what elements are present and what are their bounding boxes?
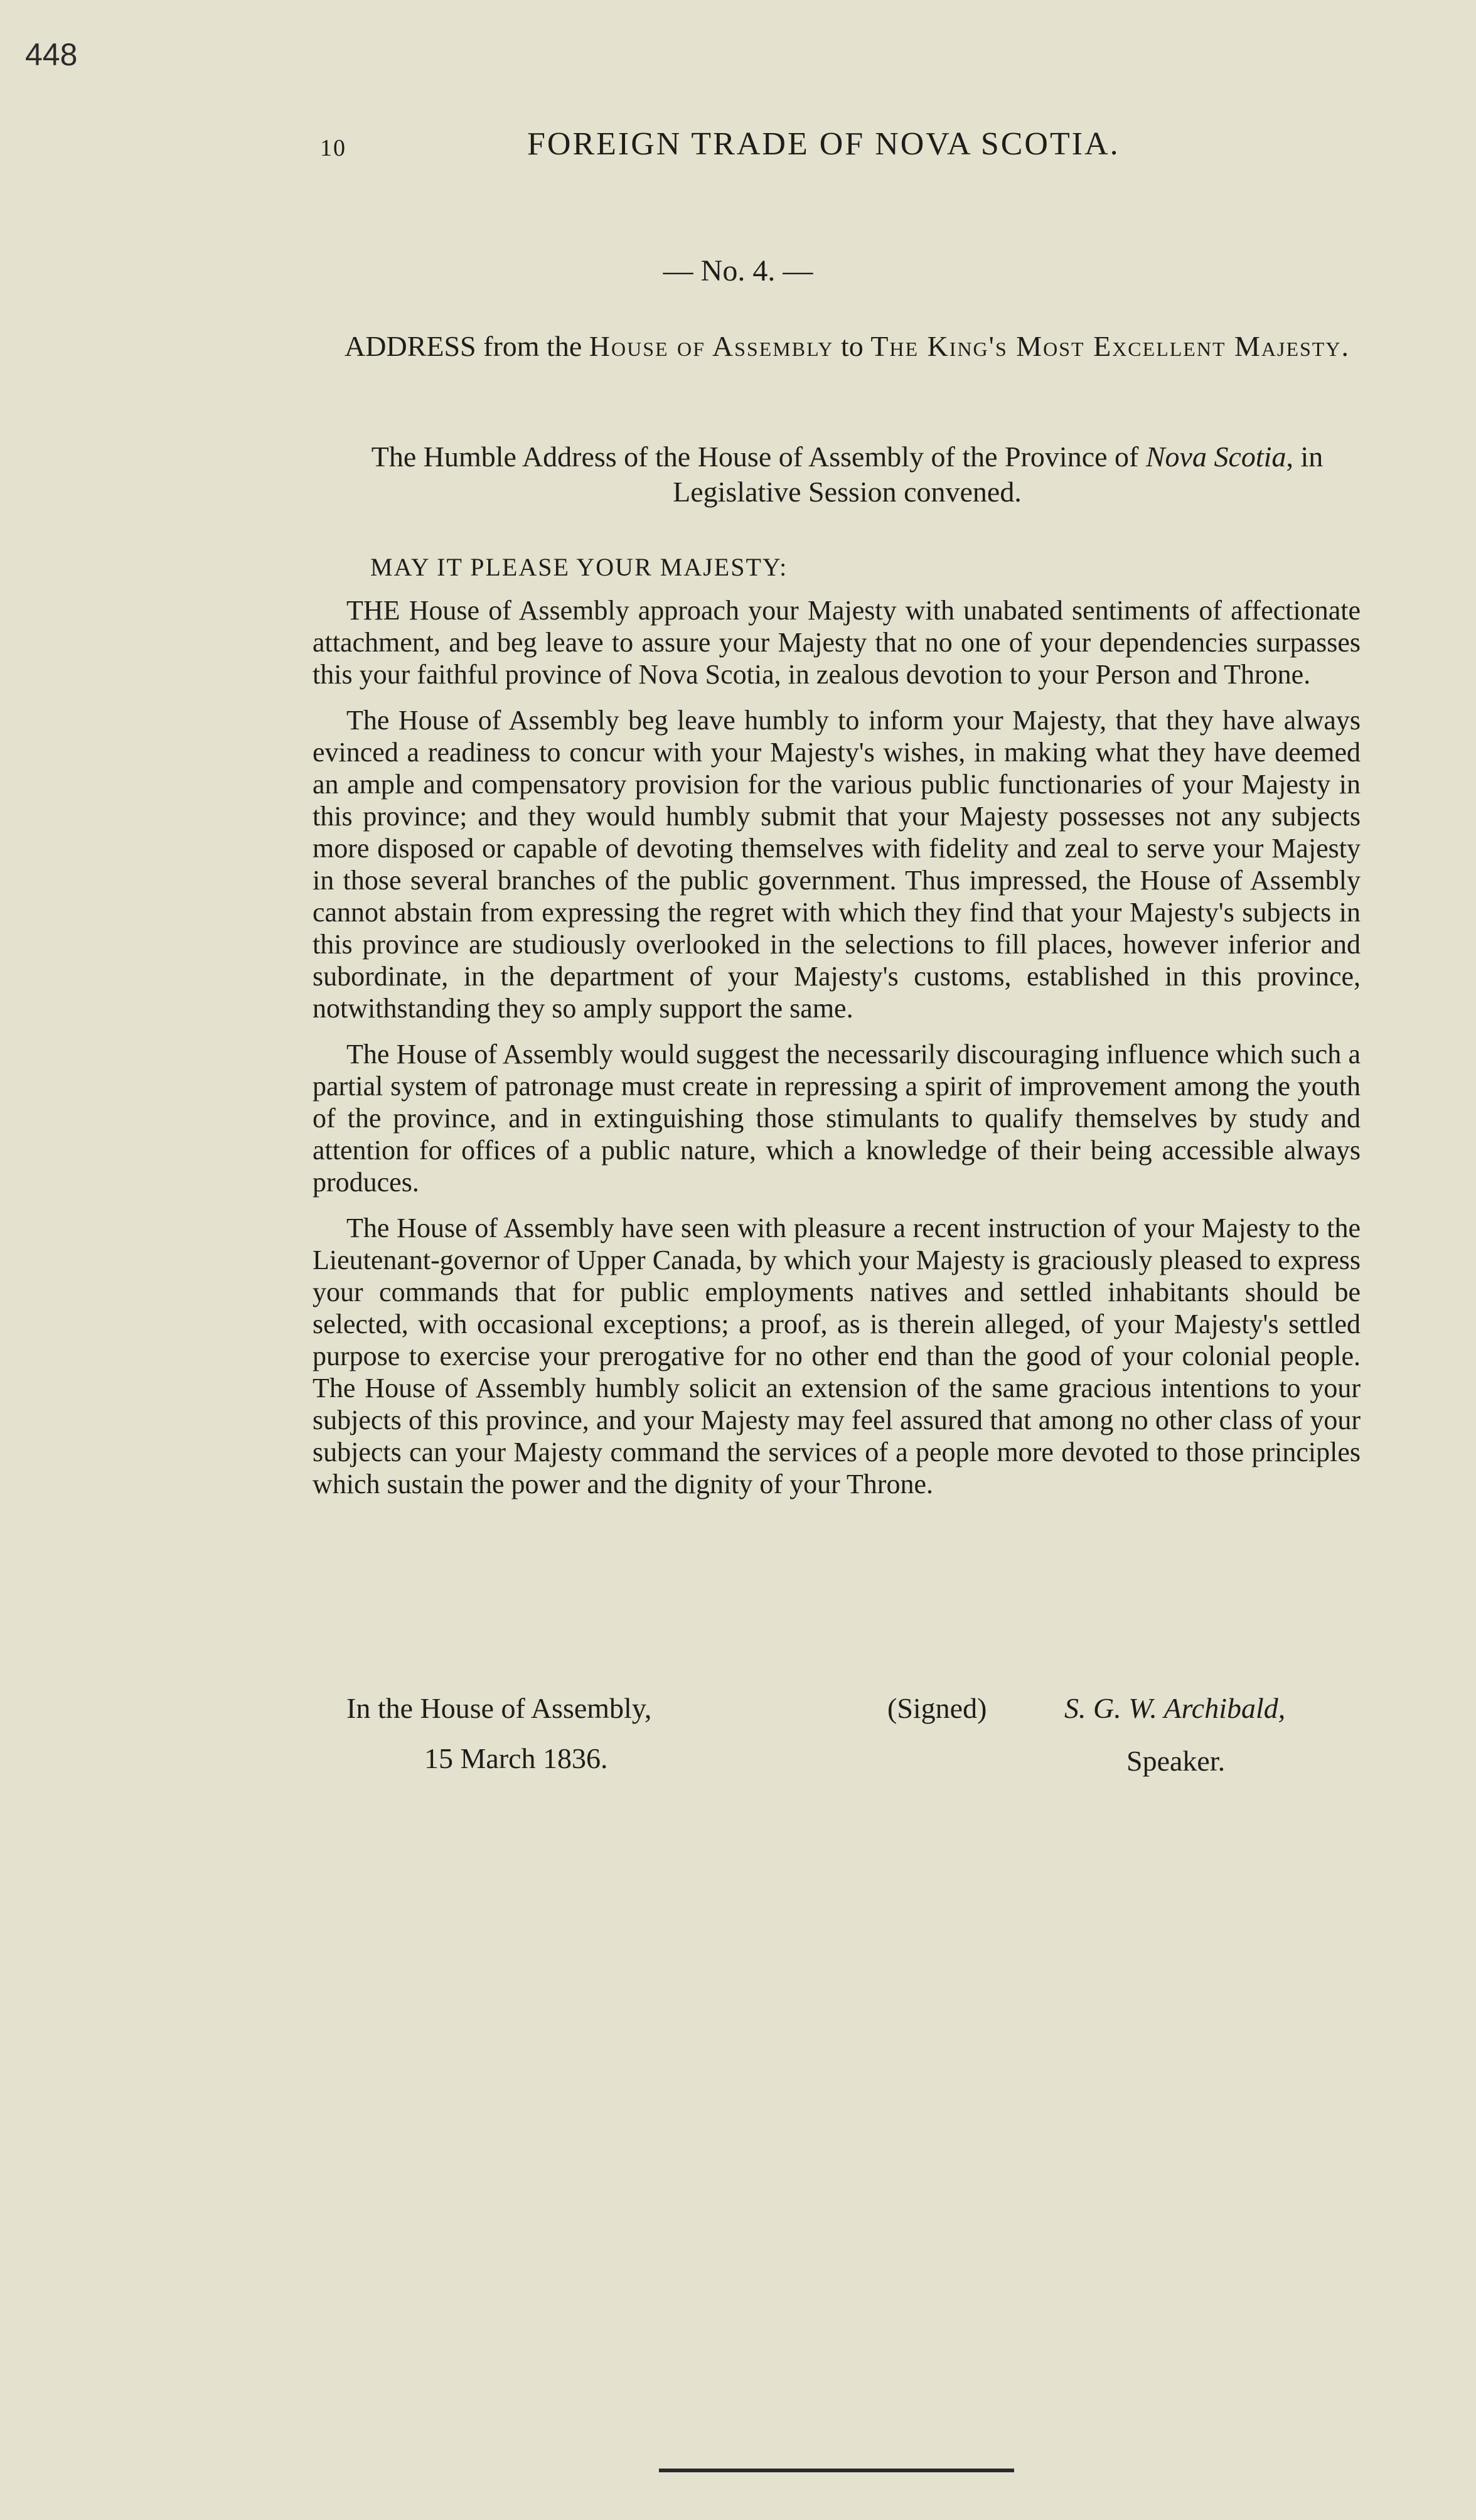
body-paragraph: The House of Assembly have seen with pleasure a recent instruction of your Majesty to the Lieutenant-governor of Upper Canada, by which your Majesty is graciously pleased to express your commands that for public employments natives and settled inhabitants should be selected, with occasional exceptions; a proof, as is therein alleged, of your Majesty's settled purpose to exercise your prerogative for no other end than the good of your colonial people. The House of Assembly humbly solicit an extension of the same gracious intentions to your subjects of this province, and your Majesty may feel assured that among no other class of your subjects can your Majesty command the services of a people more devoted to those principles which sustain the power and the dignity of your Throne. <box>313 1213 1361 1499</box>
subtitle-place: Nova Scotia <box>1145 441 1286 473</box>
scan-page-number: 448 <box>25 37 78 72</box>
end-rule <box>659 2469 1014 2472</box>
document-number: — No. 4. — <box>663 254 813 287</box>
body-paragraph: The House of Assembly beg leave humbly to inform your Majesty, that they have always evinced a readiness to concur with your Majesty's wishes, in making what they have deemed an ample and compensatory provision for the various public functionaries of your Majesty in this province; and they would humbly submit that your Majesty possesses not any subjects more disposed or capable of devoting themselves with fidelity and zeal to serve your Majesty in those several branches of the public government. Thus impressed, the House of Assembly cannot abstain from expressing the regret with which they find that your Majesty's subjects in this province are studiously overlooked in the selections to fill places, however inferior and subordinate, in the department of your Majesty's customs, established in this province, notwithstanding they so amply support the same. <box>313 705 1361 1024</box>
running-header <box>320 126 1362 169</box>
signature-date: 15 March 1836. <box>424 1742 608 1774</box>
signed-label: (Signed) <box>887 1692 987 1724</box>
signature-block <box>346 1692 1363 1786</box>
subtitle-pre: The Humble Address of the House of Assembly of the Province of <box>371 441 1146 473</box>
subtitle-post: , in Legislative Session convened. <box>673 441 1324 508</box>
salutation: MAY IT PLEASE YOUR MAJESTY: <box>370 553 788 581</box>
address-title-majesty: The King's Most Excellent Majesty. <box>870 330 1350 362</box>
address-title-to: to <box>833 330 871 362</box>
address-title <box>314 328 1381 365</box>
address-title-prefix: ADDRESS from the <box>345 330 589 362</box>
signer-name: S. G. W. Archibald, <box>1064 1692 1286 1724</box>
header-title: FOREIGN TRADE OF NOVA SCOTIA. <box>527 126 1120 162</box>
address-subtitle <box>339 439 1356 510</box>
signature-place: In the House of Assembly, <box>346 1692 652 1724</box>
address-title-house: House of Assembly <box>589 330 834 362</box>
body-paragraph: The House of Assembly would suggest the necessarily discouraging influence which such a partial system of patronage must create in repressing a spirit of improvement among the youth of the province, and in extinguishing those stimulants to qualify themselves by study and attention for offices of a public nature, which a knowledge of their being accessible always produces. <box>313 1039 1361 1198</box>
signer-title: Speaker. <box>1126 1745 1226 1777</box>
address-body <box>313 594 1361 1514</box>
body-paragraph: THE House of Assembly approach your Majesty with unabated sentiments of affectionate attachment, and beg leave to assure your Majesty that no one of your dependencies surpasses this your faithful province of Nova Scotia, in zealous devotion to your Person and Throne. <box>313 595 1361 690</box>
folio-number: 10 <box>320 135 346 161</box>
